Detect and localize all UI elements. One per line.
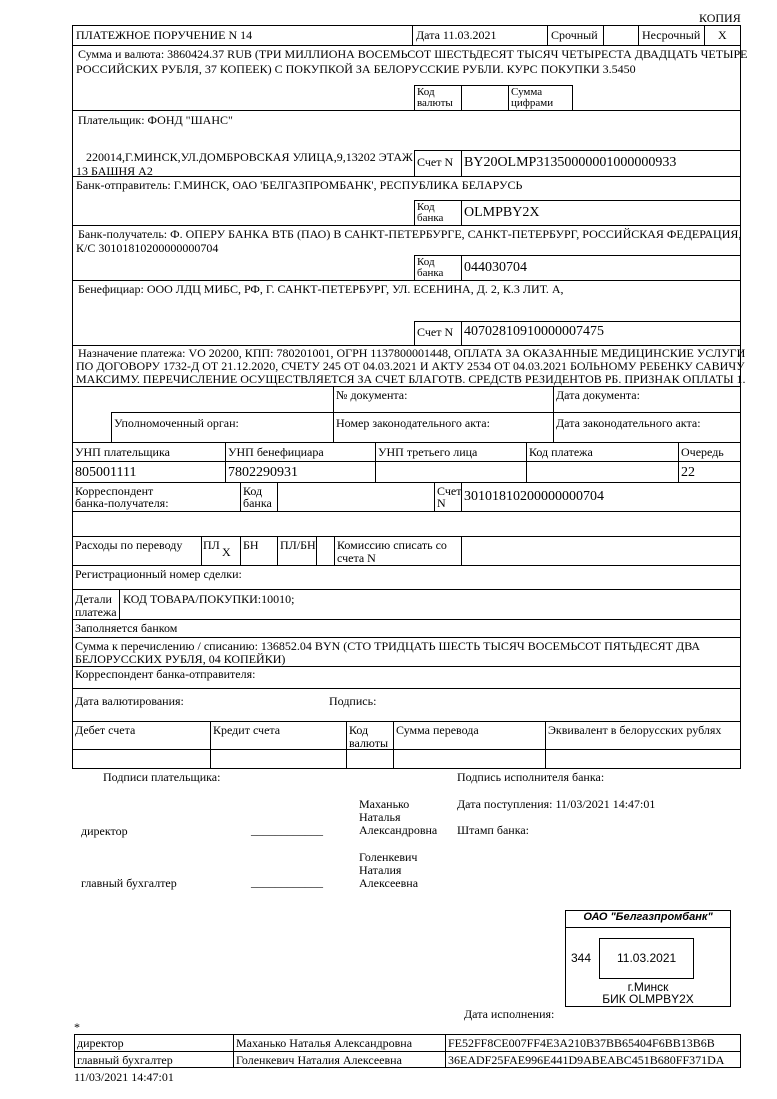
director-signature-line: ____________ — [251, 823, 323, 837]
transfer-sum-label: Сумма перевода — [396, 723, 479, 737]
copy-label: КОПИЯ — [699, 11, 741, 25]
nonurgent-label: Несрочный — [642, 28, 701, 42]
currency-code-col-label-2: валюты — [349, 736, 389, 750]
beneficiary-account: 40702810910000007475 — [464, 324, 604, 339]
sig-row-2-name: Голенкевич Наталия Алексеевна — [236, 1053, 402, 1067]
value-date-label: Дата валютирования: — [75, 694, 184, 708]
director-name-1: Маханько — [359, 797, 410, 811]
accountant-name-2: Наталия — [359, 863, 402, 877]
payer: Плательщик: ФОНД "ШАНС" — [78, 113, 233, 127]
amount-line-2: РОССИЙСКИХ РУБЛЯ, 37 КОПЕЕК) С ПОКУПКОЙ ЗА БЕЛОРУССКИЕ РУБЛИ. КУРС ПОКУПКИ 3.5450 — [76, 62, 636, 76]
recipient-bank-code: 044030704 — [464, 260, 527, 275]
director-name-2: Наталья — [359, 810, 401, 824]
priority-label: Очередь — [681, 445, 724, 459]
nonurgent-mark: X — [718, 28, 727, 42]
correspondent-account: 30101810200000000704 — [464, 489, 604, 504]
debit-account-label: Дебет счета — [75, 723, 136, 737]
corr-code-label-1: Код — [243, 484, 263, 498]
stamp-bank-name: ОАО "Белгазпромбанк" — [583, 911, 713, 923]
stamp-city: г.Минск — [627, 980, 669, 994]
accountant-name-3: Алексеевна — [359, 876, 419, 890]
sig-row-1-name: Маханько Наталья Александровна — [236, 1036, 413, 1050]
bn-label: БН — [243, 538, 259, 552]
unp-payer-label: УНП плательщика — [75, 445, 170, 459]
accountant-label: главный бухгалтер — [81, 876, 177, 890]
pl-label: ПЛ — [203, 538, 220, 552]
footer-asterisk: * — [74, 1020, 80, 1034]
priority-value: 22 — [681, 465, 695, 480]
credit-account-label: Кредит счета — [213, 723, 281, 737]
received-date: Дата поступления: 11/03/2021 14:47:01 — [457, 797, 656, 811]
correspondent-label-2: банка-получателя: — [75, 496, 169, 510]
doc-date-label: Дата документа: — [556, 388, 640, 402]
corr-account-label-2: N — [437, 496, 446, 510]
sig-row-1-hash: FE52FF8CE007FF4E3A210B37BB65404F6BB13B6B — [448, 1036, 715, 1050]
footer-timestamp: 11/03/2021 14:47:01 — [74, 1070, 174, 1084]
accountant-signature-line: ____________ — [251, 875, 323, 889]
accountant-name-1: Голенкевич — [359, 850, 418, 864]
details-label-2: платежа — [75, 605, 117, 619]
corr-code-label-2: банка — [243, 496, 272, 510]
details-label-1: Детали — [75, 592, 112, 606]
stamp-date: 11.03.2021 — [617, 951, 677, 965]
sig-row-1-role: директор — [77, 1036, 124, 1050]
recipient-bank-2: К/С 30101810200000000704 — [76, 241, 219, 255]
stamp-number: 344 — [571, 951, 592, 965]
sender-bank-code-label-1: Код — [417, 201, 435, 213]
sender-bank-code: OLMPBY2X — [464, 205, 540, 220]
deal-registration-label: Регистрационный номер сделки: — [75, 567, 242, 581]
recipient-bank-code-label-1: Код — [417, 256, 435, 268]
doc-number-label: № документа: — [336, 388, 408, 402]
currency-code-label-2: валюты — [417, 97, 453, 109]
payer-account-label: Счет N — [417, 155, 454, 169]
payer-signatures-label: Подписи плательщика: — [103, 770, 221, 784]
authority-label: Уполномоченный орган: — [114, 416, 239, 430]
payment-code-label: Код платежа — [529, 445, 593, 459]
beneficiary: Бенефициар: ООО ЛДЦ МИБС, РФ, Г. САНКТ-ПЕТЕРБУРГ, УЛ. ЕСЕНИНА, Д. 2, К.3 ЛИТ. А, — [78, 282, 564, 296]
unp-third-label: УНП третьего лица — [378, 445, 478, 459]
purpose-line-1: Назначение платежа: VO 20200, КПП: 780201001, ОГРН 1137800001448, ОПЛАТА ЗА ОКАЗАННЫЕ МЕДИЦИНСКИЕ УСЛУГИ — [78, 346, 746, 360]
purpose-line-3: МАКСИМУ. ПЕРЕЧИСЛЕНИЕ ОСУЩЕСТВЛЯЕТСЯ ЗА СЧЕТ БЛАГОТВ. СРЕДСТВ РЕЗИДЕНТОВ РБ. ПРИЗНАК ОПЛАТЫ 1. — [76, 372, 746, 386]
act-date-label: Дата законодательного акта: — [556, 416, 701, 430]
director-label: директор — [81, 824, 128, 838]
beneficiary-account-label: Счет N — [417, 325, 454, 339]
sum-digits-label-1: Сумма — [511, 86, 543, 98]
sig-row-2-hash: 36EADF25FAE996E441D9ABEABC451B680FF371DA — [448, 1053, 725, 1067]
bank-signature-label: Подпись исполнителя банка: — [457, 770, 605, 784]
expenses-label: Расходы по переводу — [75, 538, 183, 552]
urgent-label: Срочный — [551, 28, 598, 42]
purpose-line-2: ПО ДОГОВОРУ 1732-Д ОТ 21.12.2020, СЧЕТУ 245 ОТ 04.03.2021 И АКТУ 2534 ОТ 04.03.2021 БОЛЬНОМУ РЕБЕНКУ САВИЧУ — [76, 359, 745, 373]
details-value: КОД ТОВАРА/ПОКУПКИ:10010; — [123, 592, 295, 606]
signature-label: Подпись: — [329, 694, 377, 708]
execution-date-label: Дата исполнения: — [464, 1007, 555, 1021]
commission-label-1: Комиссию списать со — [337, 538, 447, 552]
corr-account-label-1: Счет — [437, 484, 462, 498]
correspondent-label-1: Корреспондент — [75, 484, 154, 498]
recipient-bank-code-label-2: банка — [417, 267, 444, 279]
pl-mark: X — [222, 545, 231, 559]
document-date: Дата 11.03.2021 — [416, 28, 497, 42]
payer-account: BY20OLMP31350000001000000933 — [464, 155, 677, 170]
filled-by-bank: Заполняется банком — [75, 621, 178, 635]
sender-bank: Банк-отправитель: Г.МИНСК, ОАО 'БЕЛГАЗПРОМБАНК', РЕСПУБЛИКА БЕЛАРУСЬ — [76, 178, 523, 192]
director-name-3: Александровна — [359, 823, 438, 837]
payer-address-1: 220014,Г.МИНСК,УЛ.ДОМБРОВСКАЯ УЛИЦА,9,13202 ЭТАЖ — [86, 150, 413, 164]
currency-code-col-label-1: Код — [349, 723, 369, 737]
document-title: ПЛАТЕЖНОЕ ПОРУЧЕНИЕ N 14 — [76, 28, 253, 42]
stamp-bic: БИК OLMPBY2X — [602, 992, 694, 1006]
debit-amount-line-1: Сумма к перечислению / списанию: 136852.04 BYN (СТО ТРИДЦАТЬ ШЕСТЬ ТЫСЯЧ ВОСЕМЬСОТ ПЯТЬДЕСЯТ ДВА — [75, 639, 701, 653]
unp-payer: 805001111 — [75, 465, 137, 480]
sender-bank-code-label-2: банка — [417, 212, 444, 224]
bank-stamp-label: Штамп банка: — [457, 823, 529, 837]
unp-beneficiary-label: УНП бенефициара — [228, 445, 324, 459]
currency-code-label-1: Код — [417, 86, 435, 98]
act-number-label: Номер законодательного акта: — [336, 416, 490, 430]
recipient-bank-1: Банк-получатель: Ф. ОПЕРУ БАНКА ВТБ (ПАО) В САНКТ-ПЕТЕРБУРГЕ, САНКТ-ПЕТЕРБУРГ, РОССИЙСКАЯ ФЕДЕРАЦИЯ, — [78, 227, 742, 241]
sum-digits-label-2: цифрами — [511, 97, 554, 109]
unp-beneficiary: 7802290931 — [228, 465, 298, 480]
commission-label-2: счета N — [337, 551, 376, 565]
amount-line-1: Сумма и валюта: 3860424.37 RUB (ТРИ МИЛЛИОНА ВОСЕМЬСОТ ШЕСТЬДЕСЯТ ТЫСЯЧ ЧЕТЫРЕСТА ДВАДЦАТЬ ЧЕТЫРЕ — [78, 47, 748, 61]
debit-amount-line-2: БЕЛОРУССКИХ РУБЛЯ, 04 КОПЕЙКИ) — [75, 652, 286, 666]
plbn-label: ПЛ/БН — [280, 538, 316, 552]
sig-row-2-role: главный бухгалтер — [77, 1053, 173, 1067]
byn-equivalent-label: Эквивалент в белорусских рублях — [548, 723, 722, 737]
payer-address-2: 13 БАШНЯ А2 — [76, 164, 153, 178]
sender-correspondent: Корреспондент банка-отправителя: — [75, 667, 256, 681]
